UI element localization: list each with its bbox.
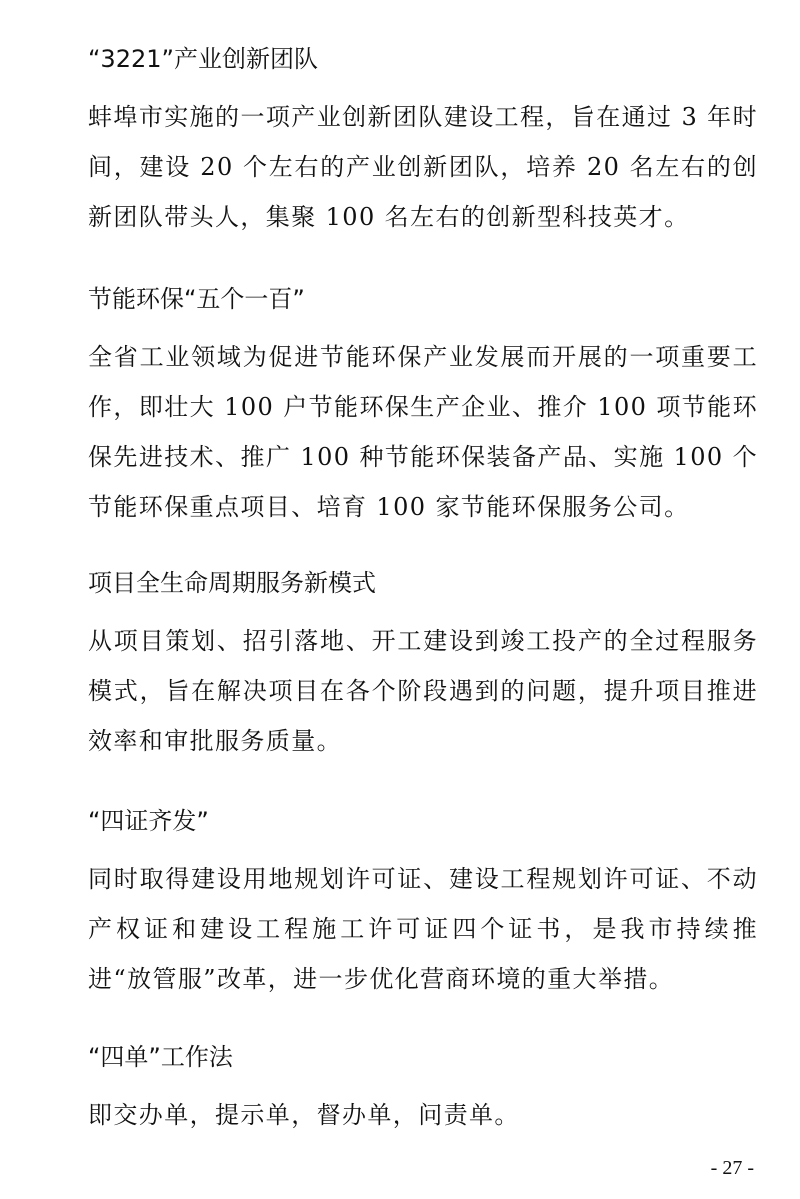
entry-body: 从项目策划、招引落地、开工建设到竣工投产的全过程服务模式，旨在解决项目在各个阶段遇到的问题，提升项目推进效率和审批服务质量。 — [88, 627, 758, 755]
entry-title: “四单”工作法 — [88, 1043, 233, 1071]
glossary-entry-project-lifecycle — [88, 568, 758, 766]
entry-title: “3221”产业创新团队 — [88, 45, 318, 73]
entry-body: 同时取得建设用地规划许可证、建设工程规划许可证、不动产权证和建设工程施工许可证四个证书，是我市持续推进“放管服”改革，进一步优化营商环境的重大举措。 — [88, 865, 758, 993]
page-number: - 27 - — [710, 1157, 754, 1179]
entry-title: “四证齐发” — [88, 807, 209, 835]
glossary-entry-four-certificates — [88, 806, 758, 1004]
entry-body: 即交办单，提示单，督办单，问责单。 — [88, 1101, 520, 1129]
entry-body: 蚌埠市实施的一项产业创新团队建设工程，旨在通过 3 年时间，建设 20 个左右的产业创新团队，培养 20 名左右的创新团队带头人，集聚 100 名左右的创新型科技英才。 — [88, 103, 758, 231]
entry-title: 节能环保“五个一百” — [88, 285, 305, 313]
entry-body: 全省工业领域为促进节能环保产业发展而开展的一项重要工作，即壮大 100 户节能环保生产企业、推介 100 项节能环保先进技术、推广 100 种节能环保装备产品、实施 100 个节能环保重点项目、培育 100 家节能环保服务公司。 — [88, 343, 758, 521]
glossary-entry-four-forms — [88, 1042, 758, 1140]
glossary-entry-energy-saving — [88, 284, 758, 532]
glossary-entry-3221-team — [88, 44, 758, 242]
entry-title: 项目全生命周期服务新模式 — [88, 569, 376, 597]
